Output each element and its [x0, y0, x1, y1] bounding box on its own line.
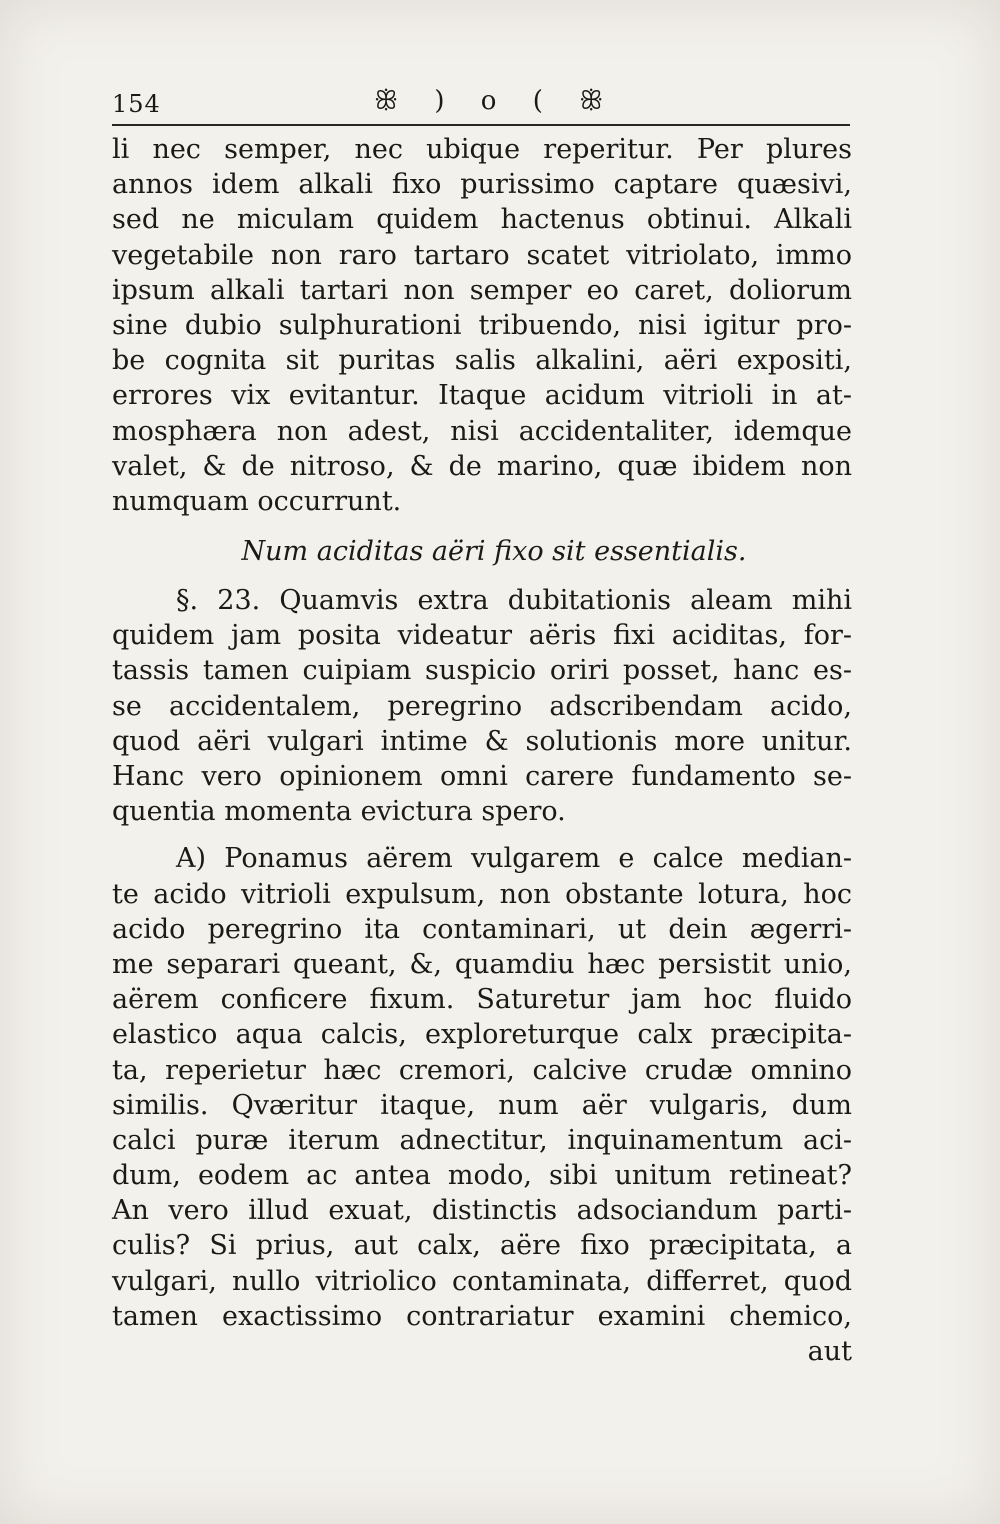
text-line: sine dubio sulphurationi tribuendo, nisi igitur pro- [112, 309, 852, 341]
text-line: be cognita sit puritas salis alkalini, aëri expositi, [112, 345, 852, 377]
text-line: ta, reperietur hæc cremori, calcive crudæ omnino [112, 1054, 852, 1086]
text-line: vegetabile non raro tartaro scatet vitriolato, immo [112, 239, 852, 271]
text-line: sed ne miculam quidem hactenus obtinui. Alkali [112, 204, 852, 236]
page-body [112, 132, 852, 1369]
text-line: li nec semper, nec ubique reperitur. Per plures [112, 134, 852, 165]
page-number: 154 [112, 90, 161, 118]
text-line: quidem jam posita videatur aëris fixi aciditas, for- [112, 620, 852, 652]
text-line: errores vix evitantur. Itaque acidum vitrioli in at- [112, 380, 852, 412]
text-line: aërem conficere fixum. Saturetur jam hoc fluido [112, 984, 852, 1016]
text-line: A) Ponamus aërem vulgarem e calce median- [176, 843, 852, 875]
text-line: quentia momenta evictura spero. [112, 796, 566, 828]
paragraph-2 [112, 583, 852, 829]
text-line: elastico aqua calcis, exploreturque calx præcipita- [112, 1019, 852, 1051]
header-rule [112, 124, 850, 126]
text-line: tamen exactissimo contrariatur examini chemico, [112, 1300, 852, 1332]
text-line: quod aëri vulgari intime & solutionis more unitur. [112, 725, 852, 757]
paragraph-3 [112, 841, 852, 1334]
text-line: ipsum alkali tartari non semper eo caret, doliorum [112, 274, 852, 306]
text-line: culis? Si prius, aut calx, aëre fixo præcipitata, a [112, 1230, 852, 1262]
text-line: An vero illud exuat, distinctis adsociandum parti- [112, 1195, 852, 1227]
text-line: tassis tamen cuipiam suspicio oriri posset, hanc es- [112, 655, 852, 687]
text-line: vulgari, nullo vitriolico contaminata, differret, quod [112, 1265, 852, 1297]
text-line: numquam occurrunt. [112, 485, 402, 517]
section-heading: Num aciditas aëri fixo sit essentialis. [241, 536, 747, 568]
text-line: annos idem alkali fixo purissimo captare quæsivi, [112, 169, 852, 201]
text-line: te acido vitrioli expulsum, non obstante lotura, hoc [112, 878, 852, 910]
text-line: acido peregrino ita contaminari, ut dein ægerri- [112, 913, 852, 945]
text-line: §. 23. Quamvis extra dubitationis aleam mihi [176, 585, 852, 617]
header-ornament: ꕥ ) o ( ꕥ [374, 86, 618, 116]
text-line: calci puræ iterum adnectitur, inquinamentum aci- [112, 1124, 852, 1156]
text-line: valet, & de nitroso, & de marino, quæ ibidem non [112, 450, 852, 482]
text-line: mosphæra non adest, nisi accidentaliter, idemque [112, 415, 852, 447]
text-line: me separari queant, &, quamdiu hæc persistit unio, [112, 948, 852, 980]
paragraph-1 [112, 132, 852, 519]
text-line: Hanc vero opinionem omni carere fundamento se- [112, 761, 852, 792]
catchword: aut [807, 1336, 852, 1367]
text-line: dum, eodem ac antea modo, sibi unitum retineat? [112, 1160, 852, 1192]
text-line: se accidentalem, peregrino adscribendam acido, [112, 690, 852, 722]
text-line: similis. Qværitur itaque, num aër vulgaris, dum [112, 1089, 852, 1121]
running-header [112, 82, 848, 122]
